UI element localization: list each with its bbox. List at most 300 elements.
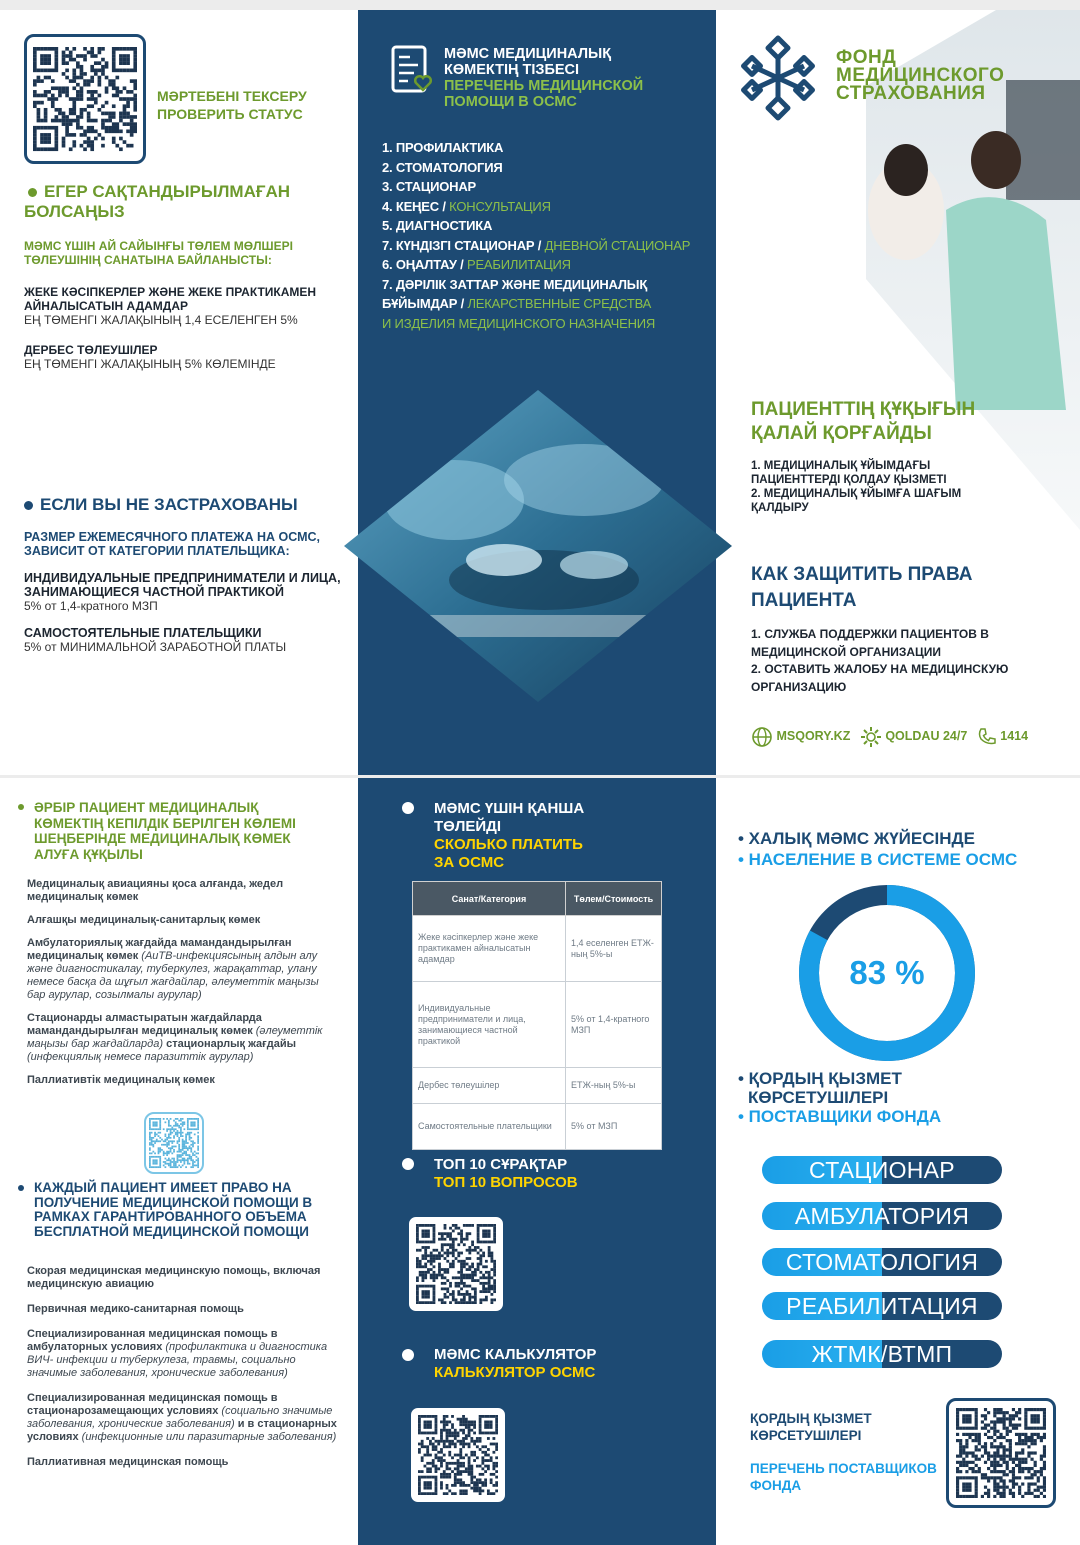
qr-module xyxy=(993,1420,996,1423)
qr-module xyxy=(446,1243,449,1246)
qr-module xyxy=(462,1489,465,1492)
qr-module xyxy=(993,1495,996,1498)
qr-icon xyxy=(416,1224,496,1304)
qr-module xyxy=(459,1451,462,1454)
qr-module xyxy=(112,122,116,126)
qr-module xyxy=(433,1227,436,1230)
qr-module xyxy=(1021,1458,1024,1461)
qr-module xyxy=(175,1132,177,1134)
qr-module xyxy=(440,1432,443,1435)
qr-module xyxy=(457,1276,460,1279)
qr-module xyxy=(192,1142,194,1144)
qr-module xyxy=(441,1287,444,1290)
qr-module xyxy=(47,47,51,51)
qr-module xyxy=(441,1268,444,1271)
qr-module xyxy=(187,1149,189,1151)
qr-module xyxy=(459,1429,462,1432)
qr-module xyxy=(959,1476,962,1479)
qr-module xyxy=(108,115,112,119)
qr-module xyxy=(44,115,48,119)
qr-module xyxy=(427,1246,430,1249)
qr-module xyxy=(427,1296,430,1299)
qr-module xyxy=(123,97,127,101)
qr-module xyxy=(424,1301,427,1304)
qr-module xyxy=(433,1249,436,1252)
qr-module xyxy=(182,1132,184,1134)
top10-qr-code[interactable] xyxy=(406,1214,506,1314)
providers-qr-code[interactable] xyxy=(946,1398,1056,1508)
qr-module xyxy=(37,94,41,98)
qr-module xyxy=(492,1415,495,1418)
qr-module xyxy=(999,1433,1002,1436)
qr-module xyxy=(470,1451,473,1454)
qr-module xyxy=(473,1489,476,1492)
qr-module xyxy=(115,47,119,51)
qr-module xyxy=(490,1252,493,1255)
qr-module xyxy=(1006,1439,1009,1442)
qr-module xyxy=(197,1149,199,1151)
qr-module xyxy=(437,1456,440,1459)
qr-module xyxy=(151,1144,153,1146)
qr-module xyxy=(115,94,119,98)
phone-link[interactable]: 1414 xyxy=(977,729,1028,743)
qr-module xyxy=(984,1486,987,1489)
guarantee-qr-code[interactable] xyxy=(144,1112,204,1174)
qr-module xyxy=(984,1451,987,1454)
qr-module xyxy=(1037,1476,1040,1479)
qr-module xyxy=(101,47,105,51)
qr-module xyxy=(101,112,105,116)
qr-module xyxy=(180,1127,182,1129)
qr-module xyxy=(479,1421,482,1424)
qr-module xyxy=(422,1274,425,1277)
qr-module xyxy=(432,1476,435,1479)
qr-module xyxy=(438,1232,441,1235)
qr-module xyxy=(462,1481,465,1484)
qr-module xyxy=(192,1165,194,1167)
qr-module xyxy=(473,1481,476,1484)
qr-module xyxy=(1006,1430,1009,1433)
qr-module xyxy=(987,1451,990,1454)
qr-module xyxy=(159,1165,161,1167)
qr-module xyxy=(190,1144,192,1146)
qr-module xyxy=(175,1134,177,1136)
qr-module xyxy=(55,58,59,62)
qr-module xyxy=(418,1415,421,1418)
qr-module xyxy=(183,1121,185,1123)
qr-module xyxy=(465,1418,468,1421)
qr-module xyxy=(177,1125,179,1127)
qr-module xyxy=(62,140,66,144)
qr-module xyxy=(481,1459,484,1462)
qr-module xyxy=(58,94,62,98)
qr-module xyxy=(1018,1467,1021,1470)
qr-module xyxy=(968,1486,971,1489)
qr-module xyxy=(416,1265,419,1268)
qr-module xyxy=(487,1432,490,1435)
qr-module xyxy=(1021,1470,1024,1473)
qr-module xyxy=(457,1467,460,1470)
qr-module xyxy=(94,90,98,94)
qr-module xyxy=(495,1462,498,1465)
qr-module xyxy=(76,83,80,87)
qr-module xyxy=(460,1252,463,1255)
qr-module xyxy=(80,108,84,112)
qr-module xyxy=(972,1476,975,1479)
qr-module xyxy=(159,1120,161,1122)
qr-module xyxy=(452,1243,455,1246)
qr-module xyxy=(192,1125,194,1127)
qr-module xyxy=(490,1473,493,1476)
qr-module xyxy=(470,1465,473,1468)
table-row: Жеке кәсіпкерлер және жеке практикамен айналысатын адамдар 1,4 еселенген ЕТЖ-ның 5%-ы xyxy=(413,916,662,982)
qr-module xyxy=(37,101,41,105)
qr-module xyxy=(108,129,112,133)
qr-module xyxy=(455,1282,458,1285)
qr-module xyxy=(173,1159,175,1161)
qr-module xyxy=(457,1260,460,1263)
qr-module xyxy=(987,1476,990,1479)
qr-module xyxy=(962,1495,965,1498)
qr-module xyxy=(477,1268,480,1271)
qr-module xyxy=(455,1249,458,1252)
qr-module xyxy=(430,1241,433,1244)
qr-module xyxy=(455,1301,458,1304)
qr-module xyxy=(33,101,37,105)
qr-module xyxy=(446,1423,449,1426)
qr-module xyxy=(1018,1411,1021,1414)
qr-module xyxy=(999,1455,1002,1458)
qr-module xyxy=(47,137,51,141)
qr-module xyxy=(154,1159,156,1161)
qr-module xyxy=(485,1282,488,1285)
qr-module xyxy=(416,1279,419,1282)
qr-module xyxy=(465,1421,468,1424)
qr-module xyxy=(471,1241,474,1244)
qr-module xyxy=(959,1455,962,1458)
qr-module xyxy=(987,1489,990,1492)
qr-module xyxy=(33,90,37,94)
qr-module xyxy=(956,1411,959,1414)
qr-module xyxy=(101,58,105,62)
qr-module xyxy=(196,1118,198,1120)
qr-module xyxy=(197,1127,199,1129)
qr-module xyxy=(1030,1476,1033,1479)
qr-module xyxy=(473,1451,476,1454)
qr-module xyxy=(173,1149,175,1151)
qr-module xyxy=(72,58,76,62)
qr-module xyxy=(1034,1427,1037,1430)
qr-module xyxy=(183,1140,185,1142)
qr-module xyxy=(171,1127,173,1129)
qr-module xyxy=(1009,1417,1012,1420)
qr-module xyxy=(429,1443,432,1446)
qr-module xyxy=(40,69,44,73)
qr-module xyxy=(154,1140,156,1142)
qr-module xyxy=(440,1440,443,1443)
qr-module xyxy=(87,83,91,87)
qr-module xyxy=(159,1158,161,1160)
care-list-item-kz: 3. СТАЦИОНАР xyxy=(382,179,477,194)
qr-module xyxy=(161,1139,163,1141)
qr-module xyxy=(196,1156,198,1158)
qr-module xyxy=(424,1274,427,1277)
qr-module xyxy=(427,1290,430,1293)
qr-module xyxy=(187,1132,189,1134)
qr-module xyxy=(1037,1436,1040,1439)
qr-module xyxy=(459,1456,462,1459)
qr-module xyxy=(981,1476,984,1479)
qr-module xyxy=(149,1144,151,1146)
qr-module xyxy=(468,1293,471,1296)
qr-module xyxy=(76,115,80,119)
qr-module xyxy=(130,90,134,94)
qr-module xyxy=(962,1448,965,1451)
qr-module xyxy=(430,1252,433,1255)
qr-module xyxy=(999,1420,1002,1423)
qr-module xyxy=(133,97,137,101)
qr-module xyxy=(1034,1408,1037,1411)
qr-module xyxy=(427,1293,430,1296)
qr-module xyxy=(192,1163,194,1165)
qr-module xyxy=(468,1432,471,1435)
qr-module xyxy=(168,1142,170,1144)
qr-module xyxy=(149,1166,151,1168)
qr-module xyxy=(965,1427,968,1430)
ru-guarantee-heading: КАЖДЫЙ ПАЦИЕНТ ИМЕЕТ ПРАВО НА ПОЛУЧЕНИЕ МЕДИЦИНСКОЙ ПОМОЩИ В РАМКАХ ГАРАНТИРОВАННОГО ОБЪЕМА БЕСПЛАТНОЙ МЕДИЦИНСКОЙ ПОМОЩИ xyxy=(18,1181,338,1239)
qr-module xyxy=(479,1260,482,1263)
qr-module xyxy=(465,1423,468,1426)
qr-module xyxy=(152,1140,154,1142)
qr-module xyxy=(435,1432,438,1435)
qr-module xyxy=(462,1465,465,1468)
qr-module xyxy=(422,1285,425,1288)
qr-module xyxy=(993,1482,996,1485)
bullet-icon xyxy=(402,1158,414,1170)
qr-module xyxy=(956,1455,959,1458)
qr-module xyxy=(185,1151,187,1153)
qr-module xyxy=(1003,1455,1006,1458)
qr-module xyxy=(426,1481,429,1484)
qr-module xyxy=(984,1427,987,1430)
qr-module xyxy=(470,1476,473,1479)
qr-module xyxy=(112,137,116,141)
qr-module xyxy=(996,1492,999,1495)
qr-module xyxy=(105,76,109,80)
qr-module xyxy=(446,1473,449,1476)
qr-module xyxy=(1018,1461,1021,1464)
qr-module xyxy=(44,58,48,62)
ru-category-1: ИНДИВИДУАЛЬНЫЕ ПРЕДПРИНИМАТЕЛИ И ЛИЦА, ЗАНИМАЮЩИЕСЯ ЧАСТНОЙ ПРАКТИКОЙ 5% от 1,4-кратного МЗП xyxy=(24,571,341,613)
qr-module xyxy=(481,1445,484,1448)
qr-module xyxy=(37,147,41,151)
qr-module xyxy=(438,1265,441,1268)
qr-module xyxy=(119,90,123,94)
qr-module xyxy=(426,1467,429,1470)
qr-module xyxy=(1027,1476,1030,1479)
qr-module xyxy=(416,1224,419,1227)
qr-module xyxy=(981,1414,984,1417)
qr-module xyxy=(1006,1461,1009,1464)
qr-module xyxy=(185,1140,187,1142)
calculator-qr-code[interactable] xyxy=(408,1405,508,1505)
qr-module xyxy=(154,1125,156,1127)
qr-module xyxy=(457,1478,460,1481)
qr-module xyxy=(1018,1486,1021,1489)
qr-module xyxy=(962,1482,965,1485)
qr-module xyxy=(1034,1470,1037,1473)
qr-module xyxy=(457,1465,460,1468)
qr-module xyxy=(459,1489,462,1492)
qr-module xyxy=(1015,1433,1018,1436)
qr-module xyxy=(424,1265,427,1268)
qr-module xyxy=(105,61,109,65)
qr-module xyxy=(993,1476,996,1479)
qr-module xyxy=(487,1459,490,1462)
qr-module xyxy=(173,1146,175,1148)
qr-module xyxy=(170,1163,172,1165)
qr-module xyxy=(44,140,48,144)
qr-module xyxy=(1024,1476,1027,1479)
qr-module xyxy=(993,1489,996,1492)
qr-module xyxy=(1024,1417,1027,1420)
qr-module xyxy=(448,1432,451,1435)
qr-module xyxy=(484,1481,487,1484)
qr-module xyxy=(446,1287,449,1290)
qr-module xyxy=(965,1445,968,1448)
qr-module xyxy=(463,1265,466,1268)
qr-module xyxy=(62,137,66,141)
qr-module xyxy=(180,1123,182,1125)
qr-module xyxy=(462,1423,465,1426)
qr-module xyxy=(465,1470,468,1473)
qr-module xyxy=(90,97,94,101)
qr-module xyxy=(177,1166,179,1168)
qr-module xyxy=(435,1445,438,1448)
qr-module xyxy=(468,1224,471,1227)
qr-module xyxy=(422,1276,425,1279)
qr-module xyxy=(462,1432,465,1435)
qr-module xyxy=(192,1159,194,1161)
qr-module xyxy=(421,1476,424,1479)
qr-module xyxy=(133,69,137,73)
care-list-item-kz: 1. ПРОФИЛАКТИКА xyxy=(382,140,504,155)
qr-module xyxy=(965,1482,968,1485)
qr-module xyxy=(495,1448,498,1451)
qr-module xyxy=(463,1285,466,1288)
qr-module xyxy=(441,1246,444,1249)
qr-module xyxy=(44,54,48,58)
qr-module xyxy=(477,1232,480,1235)
qr-module xyxy=(123,69,127,73)
qr-module xyxy=(993,1411,996,1414)
qr-module xyxy=(182,1139,184,1141)
qr-module xyxy=(154,1152,156,1154)
qr-module xyxy=(1040,1408,1043,1411)
qr-module xyxy=(424,1421,427,1424)
qr-module xyxy=(1024,1424,1027,1427)
qr-module xyxy=(424,1224,427,1227)
qr-module xyxy=(433,1241,436,1244)
qr-module xyxy=(149,1165,151,1167)
qr-module xyxy=(105,65,109,69)
qr-module xyxy=(175,1146,177,1148)
qr-module xyxy=(163,1165,165,1167)
qr-module xyxy=(33,104,37,108)
qr-module xyxy=(435,1487,438,1490)
qr-module xyxy=(152,1125,154,1127)
qr-module xyxy=(446,1254,449,1257)
qr-module xyxy=(180,1132,182,1134)
qoldau-link[interactable]: QOLDAU 24/7 xyxy=(860,729,971,743)
qr-module xyxy=(192,1128,194,1130)
qr-module xyxy=(182,1149,184,1151)
qr-module xyxy=(115,144,119,148)
qr-module xyxy=(1015,1458,1018,1461)
qr-module xyxy=(956,1476,959,1479)
qr-module xyxy=(485,1298,488,1301)
qr-module xyxy=(151,1142,153,1144)
providers-list-caption: ҚОРДЫҢ ҚЫЗМЕТ КӨРСЕТУШІЛЕРІ ПЕРЕЧЕНЬ ПОСТАВЩИКОВ ФОНДА xyxy=(750,1411,937,1493)
qr-module xyxy=(90,47,94,51)
qr-module xyxy=(426,1484,429,1487)
qr-module xyxy=(990,1442,993,1445)
qr-module xyxy=(457,1301,460,1304)
qr-module xyxy=(171,1166,173,1168)
qr-module xyxy=(1003,1470,1006,1473)
qr-module xyxy=(123,104,127,108)
qr-module xyxy=(999,1417,1002,1420)
qr-module xyxy=(189,1163,191,1165)
qr-module xyxy=(62,54,66,58)
qr-module xyxy=(485,1224,488,1227)
qr-module xyxy=(435,1465,438,1468)
qr-module xyxy=(462,1462,465,1465)
qr-module xyxy=(468,1421,471,1424)
qr-module xyxy=(416,1298,419,1301)
qr-module xyxy=(151,1137,153,1139)
qr-module xyxy=(419,1265,422,1268)
qr-module xyxy=(1040,1427,1043,1430)
qr-module xyxy=(173,1140,175,1142)
qr-module xyxy=(1018,1442,1021,1445)
qr-module xyxy=(418,1429,421,1432)
qr-module xyxy=(424,1296,427,1299)
qr-module xyxy=(495,1470,498,1473)
qr-module xyxy=(187,1134,189,1136)
qr-module xyxy=(196,1152,198,1154)
qr-module xyxy=(972,1451,975,1454)
qr-module xyxy=(1027,1489,1030,1492)
qr-module xyxy=(962,1458,965,1461)
qr-module xyxy=(432,1459,435,1462)
qr-module xyxy=(424,1246,427,1249)
qr-module xyxy=(443,1440,446,1443)
qr-module xyxy=(126,101,130,105)
qr-module xyxy=(426,1448,429,1451)
qr-module xyxy=(197,1139,199,1141)
qr-module xyxy=(956,1486,959,1489)
check-status-qr-code[interactable] xyxy=(24,34,146,164)
qr-module xyxy=(457,1232,460,1235)
qr-module xyxy=(446,1252,449,1255)
qr-module xyxy=(1021,1495,1024,1498)
qr-module xyxy=(987,1467,990,1470)
website-link[interactable]: MSQORY.KZ xyxy=(751,729,854,743)
qr-module xyxy=(171,1128,173,1130)
qr-module xyxy=(65,129,69,133)
qr-module xyxy=(975,1411,978,1414)
